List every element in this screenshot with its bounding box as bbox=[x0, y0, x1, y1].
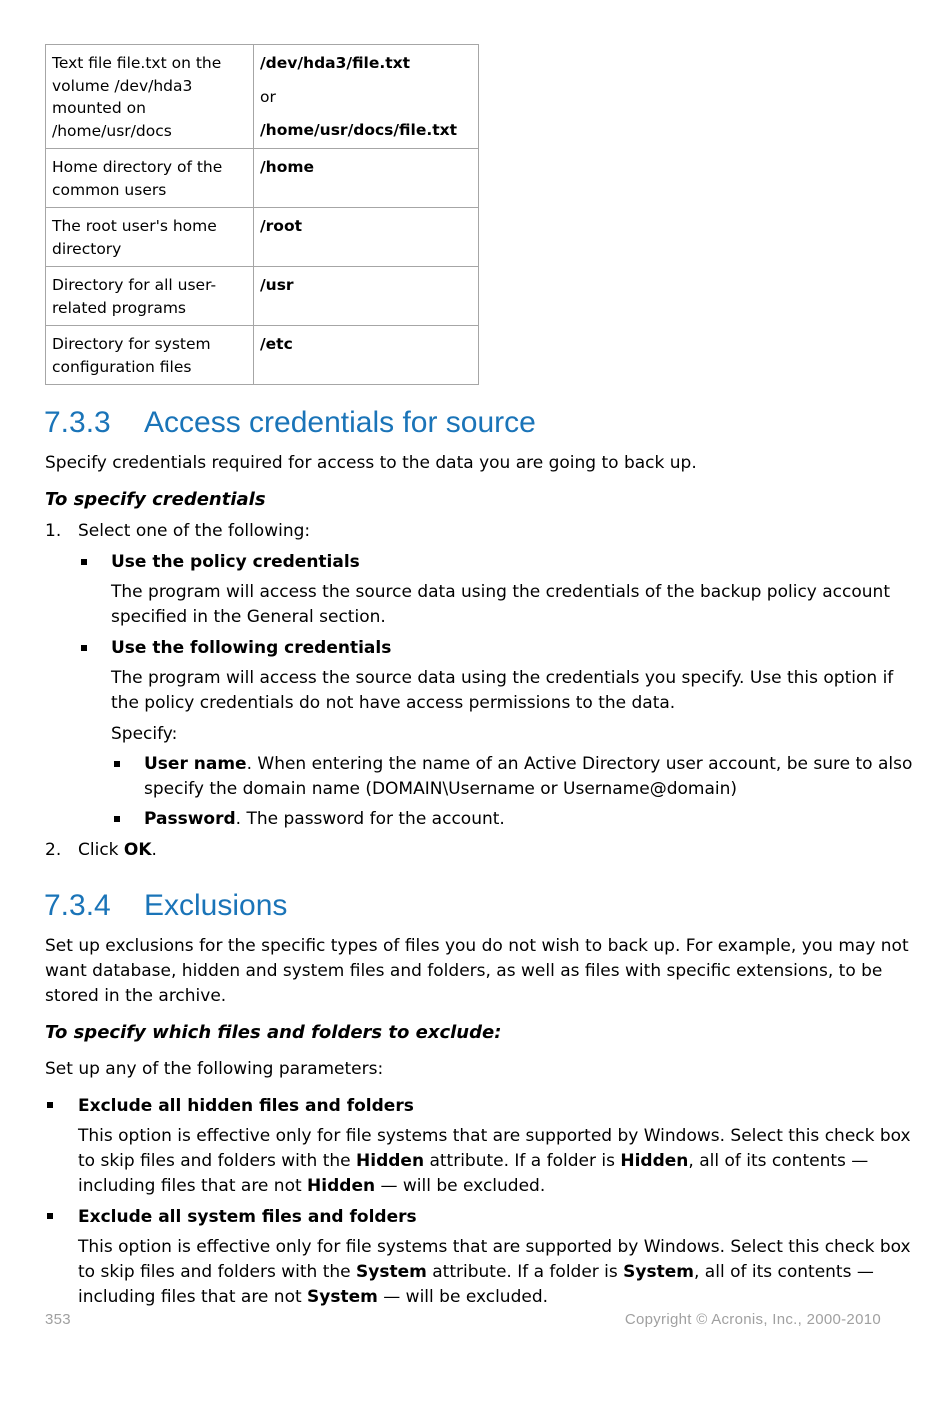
section-heading-access-credentials bbox=[44, 406, 536, 440]
path-or: or bbox=[260, 87, 276, 106]
field-description: specify the domain name (DOMAIN\Username or Username@domain) bbox=[144, 779, 737, 799]
section-intro: Set up exclusions for the specific types of files you do not wish to back up. For example, you may not bbox=[45, 936, 909, 956]
section-title: Exclusions bbox=[144, 889, 288, 922]
option-description: This option is effective only for file systems that are supported by Windows. Select this check box bbox=[78, 1237, 911, 1257]
path-value-alt: /home/usr/docs/file.txt bbox=[260, 121, 458, 139]
option-title: Use the policy credentials bbox=[111, 552, 360, 572]
bullet-icon bbox=[81, 559, 87, 565]
table-cell-path bbox=[254, 45, 479, 149]
step-text-pre: Click bbox=[78, 840, 124, 860]
option-description bbox=[78, 1260, 874, 1285]
option-description: The program will access the source data using the credentials of the backup policy account bbox=[111, 582, 890, 602]
table-row bbox=[46, 208, 479, 267]
table-cell-path: /usr bbox=[254, 267, 479, 326]
step-text: Select one of the following: bbox=[78, 521, 311, 541]
field-description: . When entering the name of an Active Directory user account, be sure to also bbox=[246, 754, 913, 774]
bullet-icon bbox=[47, 1213, 53, 1219]
text-run: including files that are not bbox=[78, 1287, 308, 1307]
bullet-icon bbox=[81, 645, 87, 651]
text-run: — will be excluded. bbox=[377, 1287, 549, 1307]
field-item-user-name bbox=[144, 752, 912, 777]
option-title: Exclude all system files and folders bbox=[78, 1207, 417, 1227]
ok-label: OK bbox=[123, 840, 152, 860]
option-description: specified in the General section. bbox=[111, 607, 386, 627]
text-run: including files that are not bbox=[78, 1176, 308, 1196]
table-cell-description: Home directory of the common users bbox=[46, 149, 254, 208]
table-row bbox=[46, 45, 479, 149]
copyright-notice: Copyright © Acronis, Inc., 2000-2010 bbox=[624, 1311, 881, 1328]
option-description: The program will access the source data using the credentials you specify. Use this option if bbox=[111, 668, 894, 688]
text-run: to skip files and folders with the bbox=[78, 1151, 357, 1171]
field-name: User name bbox=[144, 754, 247, 774]
option-description bbox=[78, 1149, 868, 1174]
section-heading-exclusions bbox=[44, 889, 287, 923]
text-run: attribute. If a folder is bbox=[426, 1262, 624, 1282]
step-number: 1. bbox=[45, 521, 62, 541]
table-cell-path: /etc bbox=[254, 326, 479, 385]
attribute-name: Hidden bbox=[620, 1151, 689, 1171]
step-text-post: . bbox=[151, 840, 157, 860]
section-intro: Specify credentials required for access to the data you are going to back up. bbox=[45, 453, 697, 473]
section-intro: want database, hidden and system files and folders, as well as files with specific extensions, to be bbox=[45, 961, 883, 981]
text-run: to skip files and folders with the bbox=[78, 1262, 357, 1282]
text-run: , all of its contents — bbox=[694, 1262, 874, 1282]
setup-text: Set up any of the following parameters: bbox=[45, 1059, 384, 1079]
bullet-icon bbox=[47, 1102, 53, 1108]
attribute-name: Hidden bbox=[307, 1176, 376, 1196]
procedure-title: To specify which files and folders to exclude: bbox=[45, 1022, 502, 1043]
field-item-password bbox=[144, 807, 505, 832]
option-title: Exclude all hidden files and folders bbox=[78, 1096, 414, 1116]
table-row bbox=[46, 326, 479, 385]
procedure-title: To specify credentials bbox=[45, 489, 266, 510]
option-title: Use the following credentials bbox=[111, 638, 392, 658]
field-description: . The password for the account. bbox=[235, 809, 505, 829]
section-number: 7.3.3 bbox=[44, 406, 111, 439]
option-description: the policy credentials do not have access permissions to the data. bbox=[111, 693, 676, 713]
attribute-name: Hidden bbox=[356, 1151, 425, 1171]
section-number: 7.3.4 bbox=[44, 889, 111, 922]
bullet-icon bbox=[114, 816, 120, 822]
step-text bbox=[78, 838, 157, 863]
section-intro: stored in the archive. bbox=[45, 986, 227, 1006]
text-run: — will be excluded. bbox=[375, 1176, 546, 1196]
attribute-name: System bbox=[307, 1287, 378, 1307]
field-name: Password bbox=[144, 809, 236, 829]
table-cell-description: Directory for system configuration files bbox=[46, 326, 254, 385]
section-title: Access credentials for source bbox=[144, 406, 536, 439]
specify-label: Specify: bbox=[111, 724, 178, 744]
bullet-icon bbox=[114, 761, 120, 767]
page-number: 353 bbox=[45, 1311, 71, 1328]
option-description bbox=[78, 1285, 548, 1310]
path-value: /dev/hda3/file.txt bbox=[260, 54, 411, 72]
table-row bbox=[46, 267, 479, 326]
table-cell-path: /root bbox=[254, 208, 479, 267]
text-run: , all of its contents — bbox=[688, 1151, 869, 1171]
text-run: attribute. If a folder is bbox=[424, 1151, 621, 1171]
table-row bbox=[46, 149, 479, 208]
option-description bbox=[78, 1174, 545, 1199]
attribute-name: System bbox=[623, 1262, 694, 1282]
table-cell-description: The root user's home directory bbox=[46, 208, 254, 267]
option-description: This option is effective only for file systems that are supported by Windows. Select this check box bbox=[78, 1126, 911, 1146]
attribute-name: System bbox=[356, 1262, 427, 1282]
table-cell-description: Directory for all user-related programs bbox=[46, 267, 254, 326]
path-examples-table bbox=[45, 44, 479, 385]
step-number: 2. bbox=[45, 840, 62, 860]
table-cell-description: Text file file.txt on the volume /dev/hda3 mounted on /home/usr/docs bbox=[46, 45, 254, 149]
table-cell-path: /home bbox=[254, 149, 479, 208]
